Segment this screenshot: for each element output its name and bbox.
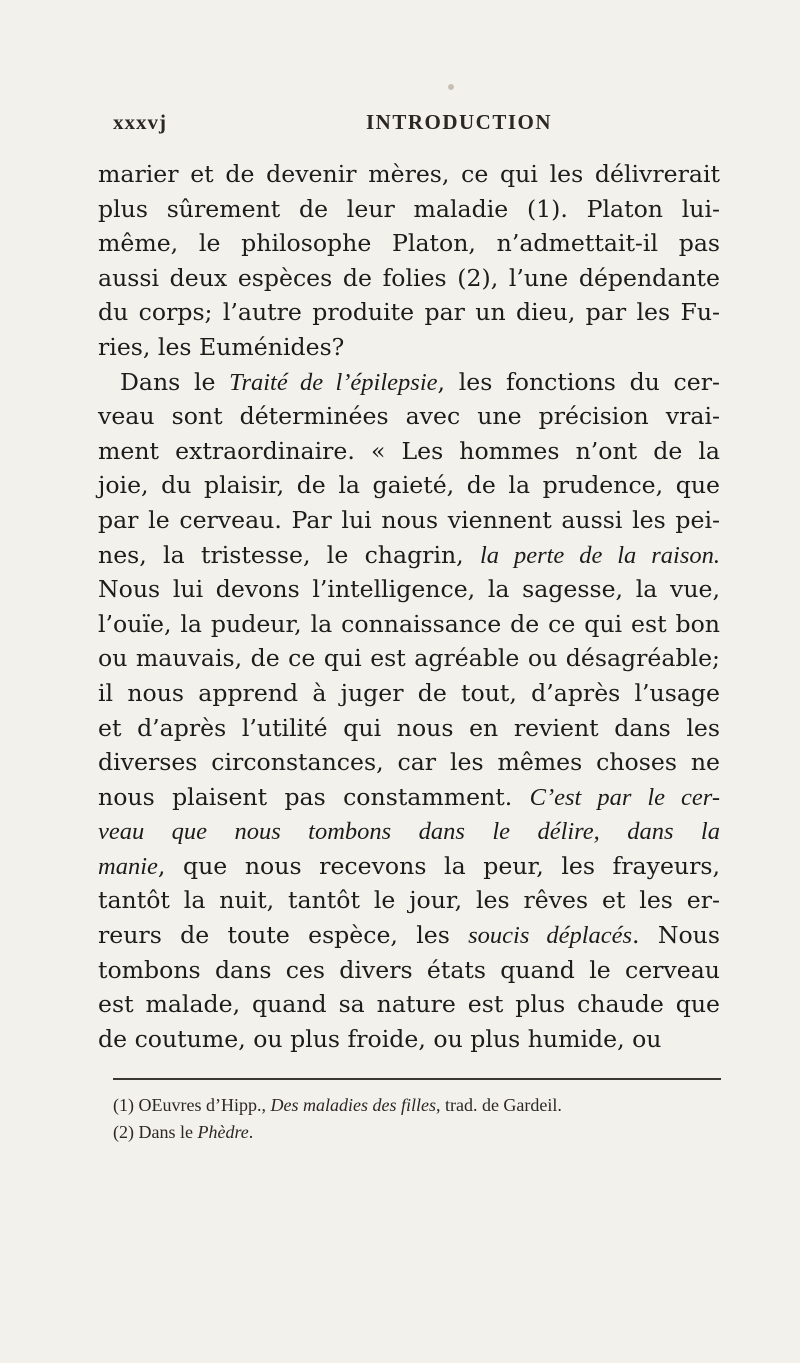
text-run: aussi deux espèces de folies (2), l’une dépendante xyxy=(98,263,720,292)
running-title: INTRODUCTION xyxy=(366,110,553,134)
text-line xyxy=(98,814,720,849)
text-line xyxy=(98,1022,720,1057)
text-run: , les fonctions du cer- xyxy=(437,367,720,396)
italic-text: manie xyxy=(98,852,158,880)
italic-text: Des maladies des filles xyxy=(270,1095,436,1115)
text-run: l’ouïe, la pudeur, la connaissance de ce qui est bon xyxy=(98,609,720,638)
text-run: (1) OEuvres d’Hipp., xyxy=(113,1095,271,1115)
footnote-rule xyxy=(113,1078,721,1080)
text-run: par le cerveau. Par lui nous viennent aussi les pei- xyxy=(98,505,720,534)
text-line xyxy=(98,503,720,538)
text-line xyxy=(98,330,720,365)
text-line xyxy=(98,192,720,227)
text-run: nes, la tristesse, le chagrin, xyxy=(98,540,480,569)
text-run: marier et de devenir mères, ce qui les délivrerait xyxy=(98,160,720,188)
text-line xyxy=(98,745,720,780)
text-line xyxy=(98,711,720,746)
footnote xyxy=(113,1119,733,1146)
italic-text: Phèdre xyxy=(197,1122,249,1142)
text-line xyxy=(98,365,720,400)
text-run: . xyxy=(248,1122,254,1142)
text-line xyxy=(98,676,720,711)
text-run: tantôt la nuit, tantôt le jour, les rêves et les er- xyxy=(98,886,720,915)
text-run: Nous lui devons l’intelligence, la sagesse, la vue, xyxy=(98,575,720,604)
footnote xyxy=(113,1092,733,1119)
text-run: et d’après l’utilité qui nous en revient dans les xyxy=(98,713,720,742)
ink-speck xyxy=(448,84,454,90)
text-line xyxy=(98,572,720,607)
italic-text: C’est par le cer- xyxy=(529,783,720,811)
text-run: . Nous xyxy=(632,921,720,950)
text-run: nous plaisent pas constamment. xyxy=(98,782,530,811)
text-run: , trad. de Gardeil. xyxy=(435,1095,562,1115)
text-run: ment extraordinaire. « Les hommes n’ont de la xyxy=(98,436,720,465)
text-line xyxy=(98,883,720,918)
text-run: même, le philosophe Platon, n’admettait-il pas xyxy=(98,229,720,258)
text-run: du corps; l’autre produite par un dieu, par les Fu- xyxy=(98,298,720,327)
text-line xyxy=(98,434,720,469)
italic-text: la perte de la raison. xyxy=(479,541,720,569)
text-line xyxy=(98,261,720,296)
text-run: ries, les Euménides? xyxy=(98,332,345,361)
text-run: (2) Dans le xyxy=(113,1122,198,1142)
text-line xyxy=(98,295,720,330)
text-run: plus sûrement de leur maladie (1). Platon lui- xyxy=(98,194,720,223)
text-run: joie, du plaisir, de la gaieté, de la prudence, que xyxy=(98,471,720,500)
text-run: il nous apprend à juger de tout, d’après l’usage xyxy=(98,678,720,707)
text-line xyxy=(98,780,720,815)
italic-text: soucis déplacés xyxy=(468,922,633,950)
page-number: xxxvj xyxy=(113,110,167,134)
text-run: Dans le xyxy=(120,367,230,396)
text-line xyxy=(98,468,720,503)
text-line xyxy=(98,607,720,642)
text-run: ou mauvais, de ce qui est agréable ou désagréable; xyxy=(98,644,720,673)
text-line xyxy=(98,226,720,261)
text-run: est malade, quand sa nature est plus chaude que xyxy=(98,990,720,1019)
text-line xyxy=(98,538,720,573)
text-line xyxy=(98,953,720,988)
italic-text: veau que nous tombons dans le délire, dans la xyxy=(98,818,720,846)
italic-text: Traité de l’épilepsie xyxy=(229,368,438,396)
text-line xyxy=(98,399,720,434)
text-run: reurs de toute espèce, les xyxy=(98,921,469,950)
text-run: veau sont déterminées avec une précision vrai- xyxy=(98,402,720,431)
body-text xyxy=(98,157,720,1056)
text-line xyxy=(98,641,720,676)
text-run: de coutume, ou plus froide, ou plus humide, ou xyxy=(98,1024,662,1053)
text-line xyxy=(98,849,720,884)
text-line xyxy=(98,918,720,953)
text-line xyxy=(98,157,720,192)
running-head xyxy=(113,110,723,144)
text-run: , que nous recevons la peur, les frayeurs, xyxy=(157,851,720,880)
text-run: diverses circonstances, car les mêmes choses ne xyxy=(98,748,720,777)
text-run: tombons dans ces divers états quand le cerveau xyxy=(98,955,720,984)
text-line xyxy=(98,987,720,1022)
footnotes xyxy=(113,1092,733,1146)
